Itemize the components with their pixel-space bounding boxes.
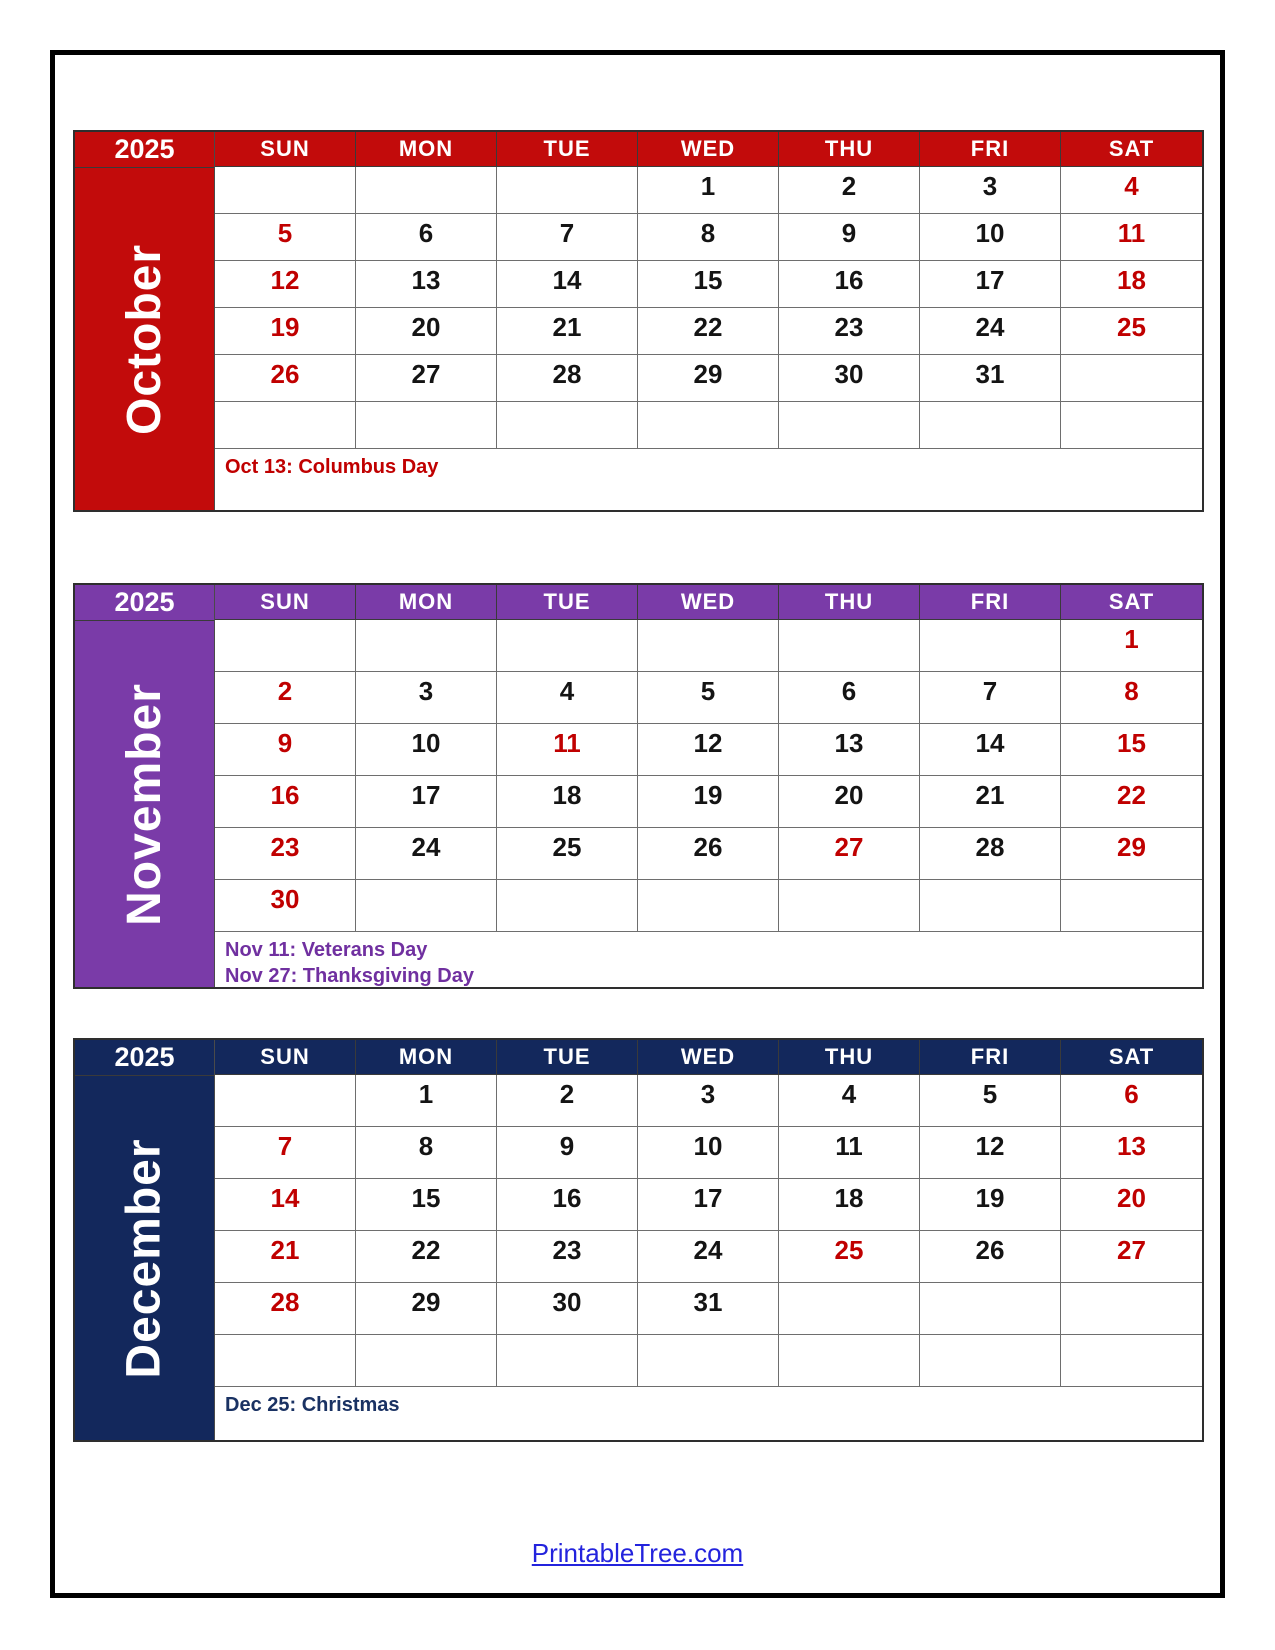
weekday-label-thu: THU (779, 585, 920, 620)
weekend-date-number: 21 (270, 1235, 300, 1265)
date-cell (638, 1283, 779, 1335)
date-cell (920, 308, 1061, 355)
date-cell (356, 402, 497, 449)
date-cell (779, 1179, 920, 1231)
month-name-wrap (75, 621, 214, 987)
weekday-label-mon: MON (356, 585, 497, 620)
date-number: 28 (975, 832, 1005, 862)
date-cell (497, 1179, 638, 1231)
date-cell (215, 261, 356, 308)
weekend-date-number: 28 (270, 1287, 300, 1317)
date-number: 27 (411, 359, 441, 389)
date-number: 29 (693, 359, 723, 389)
day-area (215, 585, 1202, 987)
date-cell (920, 1283, 1061, 1335)
holiday-text: Nov 27: Thanksgiving Day (225, 965, 474, 987)
date-cell (638, 355, 779, 402)
date-cell (215, 776, 356, 828)
date-cell (215, 1335, 356, 1387)
date-cell (356, 1075, 497, 1127)
weekend-date-number: 20 (1117, 1183, 1146, 1213)
year-label: 2025 (75, 1040, 214, 1076)
date-cell (497, 1075, 638, 1127)
date-number: 21 (552, 312, 582, 342)
date-cell (779, 724, 920, 776)
date-cell (215, 308, 356, 355)
date-number: 15 (693, 265, 723, 295)
weekend-date-number: 11 (1117, 218, 1146, 248)
footer-link[interactable]: PrintableTree.com (531, 1538, 744, 1568)
date-number: 17 (975, 265, 1005, 295)
date-cell (1061, 1179, 1202, 1231)
date-number: 5 (700, 676, 716, 706)
date-number: 16 (552, 1183, 582, 1213)
year-label: 2025 (75, 132, 214, 168)
date-number: 11 (835, 1131, 863, 1161)
date-number: 24 (693, 1235, 723, 1265)
calendar-november (73, 583, 1204, 989)
date-number: 29 (411, 1287, 441, 1317)
date-number: 9 (841, 218, 857, 248)
date-cell (1061, 355, 1202, 402)
date-number: 14 (975, 728, 1005, 758)
date-number: 30 (834, 359, 864, 389)
date-number: 31 (693, 1287, 723, 1317)
date-cell (779, 1127, 920, 1179)
date-number: 6 (841, 676, 857, 706)
weekday-label-wed: WED (638, 1040, 779, 1075)
date-cell (215, 1231, 356, 1283)
date-cell (638, 214, 779, 261)
date-number: 19 (693, 780, 723, 810)
date-cell (638, 167, 779, 214)
date-number: 7 (982, 676, 998, 706)
weekday-header (215, 132, 1202, 167)
weekend-date-number: 22 (1117, 780, 1146, 810)
date-cell (1061, 828, 1202, 880)
holiday-text: Dec 25: Christmas (225, 1394, 400, 1416)
date-cell (1061, 620, 1202, 672)
weekday-label-wed: WED (638, 132, 779, 167)
date-cell (638, 1127, 779, 1179)
date-cell (215, 724, 356, 776)
date-number: 26 (975, 1235, 1005, 1265)
weekend-date-number: 13 (1117, 1131, 1146, 1161)
date-number: 10 (411, 728, 441, 758)
date-number: 6 (418, 218, 434, 248)
date-cell (1061, 1231, 1202, 1283)
date-number: 10 (975, 218, 1005, 248)
date-cell (1061, 214, 1202, 261)
month-name-wrap (75, 168, 214, 510)
date-cell (497, 724, 638, 776)
date-cell (920, 1075, 1061, 1127)
date-cell (356, 672, 497, 724)
weekday-label-sat: SAT (1061, 1040, 1202, 1075)
date-cell (779, 1335, 920, 1387)
date-cell (215, 167, 356, 214)
date-number: 25 (552, 832, 582, 862)
month-name: November (118, 682, 171, 926)
date-cell (215, 1179, 356, 1231)
date-cell (638, 620, 779, 672)
date-cell (779, 1231, 920, 1283)
date-number: 7 (559, 218, 575, 248)
date-cell (215, 402, 356, 449)
date-cell (920, 214, 1061, 261)
date-cell (920, 1179, 1061, 1231)
date-cell (779, 355, 920, 402)
date-number: 22 (693, 312, 723, 342)
date-cell (638, 1335, 779, 1387)
weekend-date-number: 18 (1117, 265, 1146, 295)
weekend-date-number: 1 (1124, 624, 1139, 654)
date-number: 3 (982, 171, 998, 201)
date-cell (356, 828, 497, 880)
date-number: 8 (700, 218, 716, 248)
date-cell (920, 1127, 1061, 1179)
date-cell (638, 1075, 779, 1127)
date-number: 23 (834, 312, 864, 342)
date-number: 12 (693, 728, 723, 758)
date-number: 3 (700, 1079, 716, 1109)
weekend-date-number: 2 (277, 676, 293, 706)
date-cell (356, 724, 497, 776)
date-cell (497, 1283, 638, 1335)
weekday-label-sun: SUN (215, 585, 356, 620)
weekend-date-number: 19 (270, 312, 300, 342)
weekend-date-number: 5 (277, 218, 293, 248)
date-cell (920, 1231, 1061, 1283)
date-cell (497, 672, 638, 724)
date-cell (638, 261, 779, 308)
date-number: 5 (982, 1079, 998, 1109)
date-cell (215, 1283, 356, 1335)
date-cell (920, 776, 1061, 828)
weekday-label-fri: FRI (920, 132, 1061, 167)
weekend-date-number: 16 (270, 780, 300, 810)
date-number: 2 (841, 171, 857, 201)
date-cell (1061, 308, 1202, 355)
date-cell (920, 402, 1061, 449)
date-cell (497, 261, 638, 308)
weekend-date-number: 15 (1117, 728, 1146, 758)
footer (0, 1538, 1275, 1569)
date-cell (497, 880, 638, 932)
date-cell (920, 672, 1061, 724)
date-cell (356, 1335, 497, 1387)
date-cell (779, 402, 920, 449)
date-cell (638, 724, 779, 776)
date-number: 13 (834, 728, 864, 758)
date-number: 19 (975, 1183, 1005, 1213)
month-name-wrap (75, 1076, 214, 1440)
holiday-note (215, 449, 1202, 510)
date-cell (497, 1335, 638, 1387)
date-cell (215, 1075, 356, 1127)
weekend-date-number: 7 (277, 1131, 293, 1161)
date-cell (779, 880, 920, 932)
date-cell (356, 620, 497, 672)
date-grid (215, 620, 1202, 932)
date-cell (1061, 1283, 1202, 1335)
date-number: 4 (559, 676, 575, 706)
date-number: 26 (693, 832, 723, 862)
weekend-date-number: 23 (270, 832, 300, 862)
date-cell (638, 1231, 779, 1283)
date-cell (1061, 167, 1202, 214)
date-cell (638, 402, 779, 449)
date-grid (215, 1075, 1202, 1387)
date-number: 10 (693, 1131, 723, 1161)
weekend-date-number: 25 (1117, 312, 1146, 342)
date-number: 4 (841, 1079, 857, 1109)
date-number: 20 (411, 312, 441, 342)
date-cell (1061, 402, 1202, 449)
date-number: 28 (552, 359, 582, 389)
date-cell (779, 1075, 920, 1127)
weekday-label-mon: MON (356, 1040, 497, 1075)
weekday-label-wed: WED (638, 585, 779, 620)
weekday-label-sun: SUN (215, 1040, 356, 1075)
date-cell (920, 880, 1061, 932)
weekend-date-number: 26 (270, 359, 300, 389)
weekend-date-number: 9 (277, 728, 293, 758)
date-number: 18 (834, 1183, 864, 1213)
weekend-date-number: 8 (1124, 676, 1139, 706)
weekday-label-sat: SAT (1061, 132, 1202, 167)
date-cell (638, 828, 779, 880)
weekend-date-number: 30 (270, 884, 300, 914)
date-cell (497, 776, 638, 828)
date-cell (779, 308, 920, 355)
date-cell (215, 672, 356, 724)
date-cell (497, 828, 638, 880)
date-number: 14 (552, 265, 582, 295)
date-cell (356, 880, 497, 932)
date-cell (1061, 1335, 1202, 1387)
date-cell (1061, 880, 1202, 932)
date-cell (215, 214, 356, 261)
date-number: 1 (418, 1079, 434, 1109)
date-number: 1 (700, 171, 716, 201)
weekday-label-sun: SUN (215, 132, 356, 167)
weekend-date-number: 29 (1117, 832, 1146, 862)
date-cell (356, 355, 497, 402)
date-cell (1061, 1075, 1202, 1127)
month-name: October (118, 243, 171, 435)
weekday-label-tue: TUE (497, 1040, 638, 1075)
date-cell (638, 308, 779, 355)
weekday-label-sat: SAT (1061, 585, 1202, 620)
date-number: 17 (411, 780, 441, 810)
date-cell (1061, 261, 1202, 308)
date-cell (638, 776, 779, 828)
date-number: 22 (411, 1235, 441, 1265)
weekend-date-number: 12 (270, 265, 300, 295)
month-column-october (75, 132, 215, 510)
date-cell (497, 167, 638, 214)
date-cell (1061, 776, 1202, 828)
date-number: 23 (552, 1235, 582, 1265)
day-area (215, 1040, 1202, 1440)
weekend-date-number: 11 (553, 728, 581, 758)
date-cell (920, 724, 1061, 776)
date-number: 12 (975, 1131, 1005, 1161)
date-cell (497, 1127, 638, 1179)
date-cell (920, 828, 1061, 880)
date-cell (356, 1231, 497, 1283)
weekday-label-tue: TUE (497, 585, 638, 620)
weekday-label-thu: THU (779, 1040, 920, 1075)
holiday-text: Nov 11: Veterans Day (225, 939, 428, 961)
date-number: 3 (418, 676, 434, 706)
date-number: 8 (418, 1131, 434, 1161)
date-cell (356, 1283, 497, 1335)
date-number: 21 (975, 780, 1005, 810)
weekday-header (215, 585, 1202, 620)
date-cell (779, 167, 920, 214)
date-number: 9 (559, 1131, 575, 1161)
date-cell (356, 167, 497, 214)
date-number: 30 (552, 1287, 582, 1317)
date-cell (920, 620, 1061, 672)
weekend-date-number: 25 (834, 1235, 864, 1265)
date-number: 24 (411, 832, 441, 862)
date-number: 16 (834, 265, 864, 295)
date-cell (779, 672, 920, 724)
date-cell (497, 402, 638, 449)
holiday-text: Oct 13: Columbus Day (225, 456, 439, 478)
calendar-december (73, 1038, 1204, 1442)
date-number: 2 (559, 1079, 575, 1109)
date-cell (920, 167, 1061, 214)
date-cell (920, 261, 1061, 308)
date-cell (1061, 1127, 1202, 1179)
weekend-date-number: 14 (270, 1183, 300, 1213)
date-cell (215, 1127, 356, 1179)
calendar-october (73, 130, 1204, 512)
date-number: 13 (411, 265, 441, 295)
date-cell (356, 214, 497, 261)
weekend-date-number: 27 (834, 832, 864, 862)
date-cell (497, 620, 638, 672)
weekend-date-number: 27 (1117, 1235, 1146, 1265)
date-cell (638, 880, 779, 932)
date-cell (215, 620, 356, 672)
date-number: 31 (975, 359, 1005, 389)
month-column-december (75, 1040, 215, 1440)
date-cell (920, 1335, 1061, 1387)
date-cell (779, 1283, 920, 1335)
date-cell (497, 355, 638, 402)
date-cell (779, 776, 920, 828)
date-number: 15 (411, 1183, 441, 1213)
weekday-label-thu: THU (779, 132, 920, 167)
date-cell (356, 776, 497, 828)
year-label: 2025 (75, 585, 214, 621)
date-cell (356, 1179, 497, 1231)
date-cell (920, 355, 1061, 402)
date-cell (779, 620, 920, 672)
date-cell (638, 672, 779, 724)
month-column-november (75, 585, 215, 987)
date-cell (779, 261, 920, 308)
date-cell (215, 880, 356, 932)
date-cell (215, 828, 356, 880)
weekday-label-mon: MON (356, 132, 497, 167)
date-grid (215, 167, 1202, 449)
date-cell (779, 214, 920, 261)
weekend-date-number: 4 (1124, 171, 1139, 201)
day-area (215, 132, 1202, 510)
date-cell (779, 828, 920, 880)
date-cell (356, 308, 497, 355)
date-cell (638, 1179, 779, 1231)
date-cell (356, 1127, 497, 1179)
date-number: 18 (552, 780, 582, 810)
weekday-header (215, 1040, 1202, 1075)
date-cell (356, 261, 497, 308)
holiday-note (215, 932, 1202, 987)
weekday-label-tue: TUE (497, 132, 638, 167)
date-number: 20 (834, 780, 864, 810)
weekend-date-number: 6 (1124, 1079, 1139, 1109)
month-name: December (118, 1137, 171, 1379)
date-cell (215, 355, 356, 402)
weekday-label-fri: FRI (920, 585, 1061, 620)
date-number: 17 (693, 1183, 723, 1213)
date-cell (1061, 724, 1202, 776)
date-number: 24 (975, 312, 1005, 342)
date-cell (497, 214, 638, 261)
weekday-label-fri: FRI (920, 1040, 1061, 1075)
holiday-note (215, 1387, 1202, 1440)
date-cell (497, 1231, 638, 1283)
date-cell (497, 308, 638, 355)
date-cell (1061, 672, 1202, 724)
